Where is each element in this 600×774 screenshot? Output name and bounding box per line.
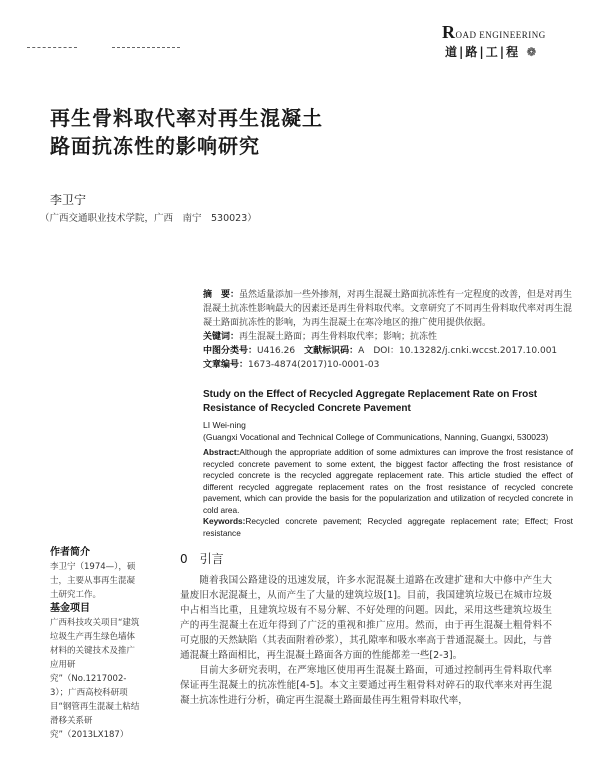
body-text [180, 573, 552, 708]
title-line: 再生骨料取代率对再生混凝土 [50, 106, 323, 130]
clc-number: U416.26 [257, 346, 296, 356]
section-heading [180, 551, 573, 567]
abstract-label: 摘 要： [203, 290, 240, 300]
fund-heading: 基金项目 [50, 603, 90, 614]
fund-text: 广西科技攻关项目“建筑垃圾生产再生绿色墙体材料的关键技术及推广应用研究”（No.1217002-3）；广西高校科研项目“钢管再生混凝土粘结滑移关系研究”（2013LX187） [50, 618, 140, 740]
title-line: 路面抗冻性的影响研究 [50, 134, 260, 158]
english-abstract-text: Although the appropriate addition of some admixtures can improve the frost resistance of recycled concrete pavement to some extent, the biggest factor affecting the frost resistance of recycled concrete is the recycled aggregate replacement rate. This article studied the effect of different recycled aggregate replacement rates on the frost resistance of recycled concrete pavement, which can provide the basis for the popularization and utilization of recycled concrete in cold area. [203, 447, 573, 515]
paragraph: 随着我国公路建设的迅速发展，许多水泥混凝土道路在改建扩建和大中修中产生大量废旧水泥混凝土，从而产生了大量的建筑垃圾[1]。目前，我国建筑垃圾已在城市垃圾中占相当比重，且建筑垃圾有不易分解、不好处理的问题。因此，采用这些建筑垃圾生产的再生混凝土在近年得到了广泛的重视和推广应用。然而，由于再生混凝土粗骨料不可克服的天然缺陷（其表面附着砂浆），其孔隙率和吸水率高于普通混凝土。因此，与普通混凝土路面相比，再生混凝土路面各方面的性能都差一些[2-3]。 [180, 575, 552, 661]
header-rule [112, 47, 180, 48]
doi: 10.13282/j.cnki.wccst.2017.10.001 [399, 346, 558, 356]
sidebar-notes [50, 546, 142, 742]
section-title: 引言 [199, 552, 224, 566]
english-keywords: Recycled concrete pavement; Recycled aggregate replacement rate; Effect; Frost resistance [203, 516, 573, 538]
section-number: 0 [180, 552, 188, 566]
english-abstract-label: Abstract: [203, 447, 240, 457]
english-title: Study on the Effect of Recycled Aggregate Replacement Rate on Frost Resistance of Recycled Concrete Pavement [203, 389, 538, 414]
abstract-text: 虽然适量添加一些外掺剂，对再生混凝土路面抗冻性有一定程度的改善，但是对再生混凝土抗冻性影响最大的因素还是再生骨料取代率。文章研究了不同再生骨料取代率对再生混凝土路面抗冻性的影响，为再生混凝土在寒冷地区的推广使用提供依据。 [203, 290, 573, 328]
author-name: 李卫宁 [50, 193, 87, 207]
doc-code: A [358, 346, 365, 356]
header-rule [27, 47, 77, 48]
english-affiliation: (Guangxi Vocational and Technical College of Communications, Nanning, Guangxi, 530023) [203, 432, 549, 442]
paragraph: 目前大多研究表明，在严寒地区使用再生混凝土路面，可通过控制再生骨料取代率保证再生混凝土的抗冻性能[4-5]。本文主要通过再生粗骨料对碎石的取代率来对再生混凝土抗冻性进行分析，确定再生混凝土路面最佳再生粗骨料取代率， [180, 665, 552, 706]
journal-name-cn [445, 43, 538, 60]
abstract-cn [203, 288, 573, 372]
journal-name-cn-text: 道|路|工|程 [445, 45, 521, 59]
author-affiliation: （广西交通职业技术学院，广西 南宁 530023） [40, 213, 257, 224]
journal-name-en [442, 22, 546, 43]
article-number: 1673-4874(2017)10-0001-03 [248, 360, 380, 370]
english-author: LI Wei-ning [203, 420, 246, 430]
journal-initial: R [442, 22, 456, 42]
keywords-label: 关键词： [203, 332, 240, 342]
english-keywords-label: Keywords: [203, 516, 246, 526]
clc-label: 中图分类号： [203, 346, 258, 356]
main-column [180, 288, 573, 708]
journal-name-rest: OAD ENGINEERING [455, 30, 546, 40]
keywords: 再生混凝土路面；再生骨料取代率；影响；抗冻性 [239, 332, 438, 342]
author-intro: 李卫宁（1974—），硕士，主要从事再生混凝土研究工作。 [50, 562, 136, 600]
paper-title [50, 104, 430, 160]
article-number-label: 文章编号： [203, 360, 249, 370]
journal-logo-icon: ❁ [526, 45, 539, 59]
doc-code-label: 文献标识码： [304, 346, 359, 356]
english-abstract [203, 447, 573, 539]
author-intro-heading: 作者简介 [50, 547, 90, 558]
doi-label: DOI： [373, 346, 399, 356]
